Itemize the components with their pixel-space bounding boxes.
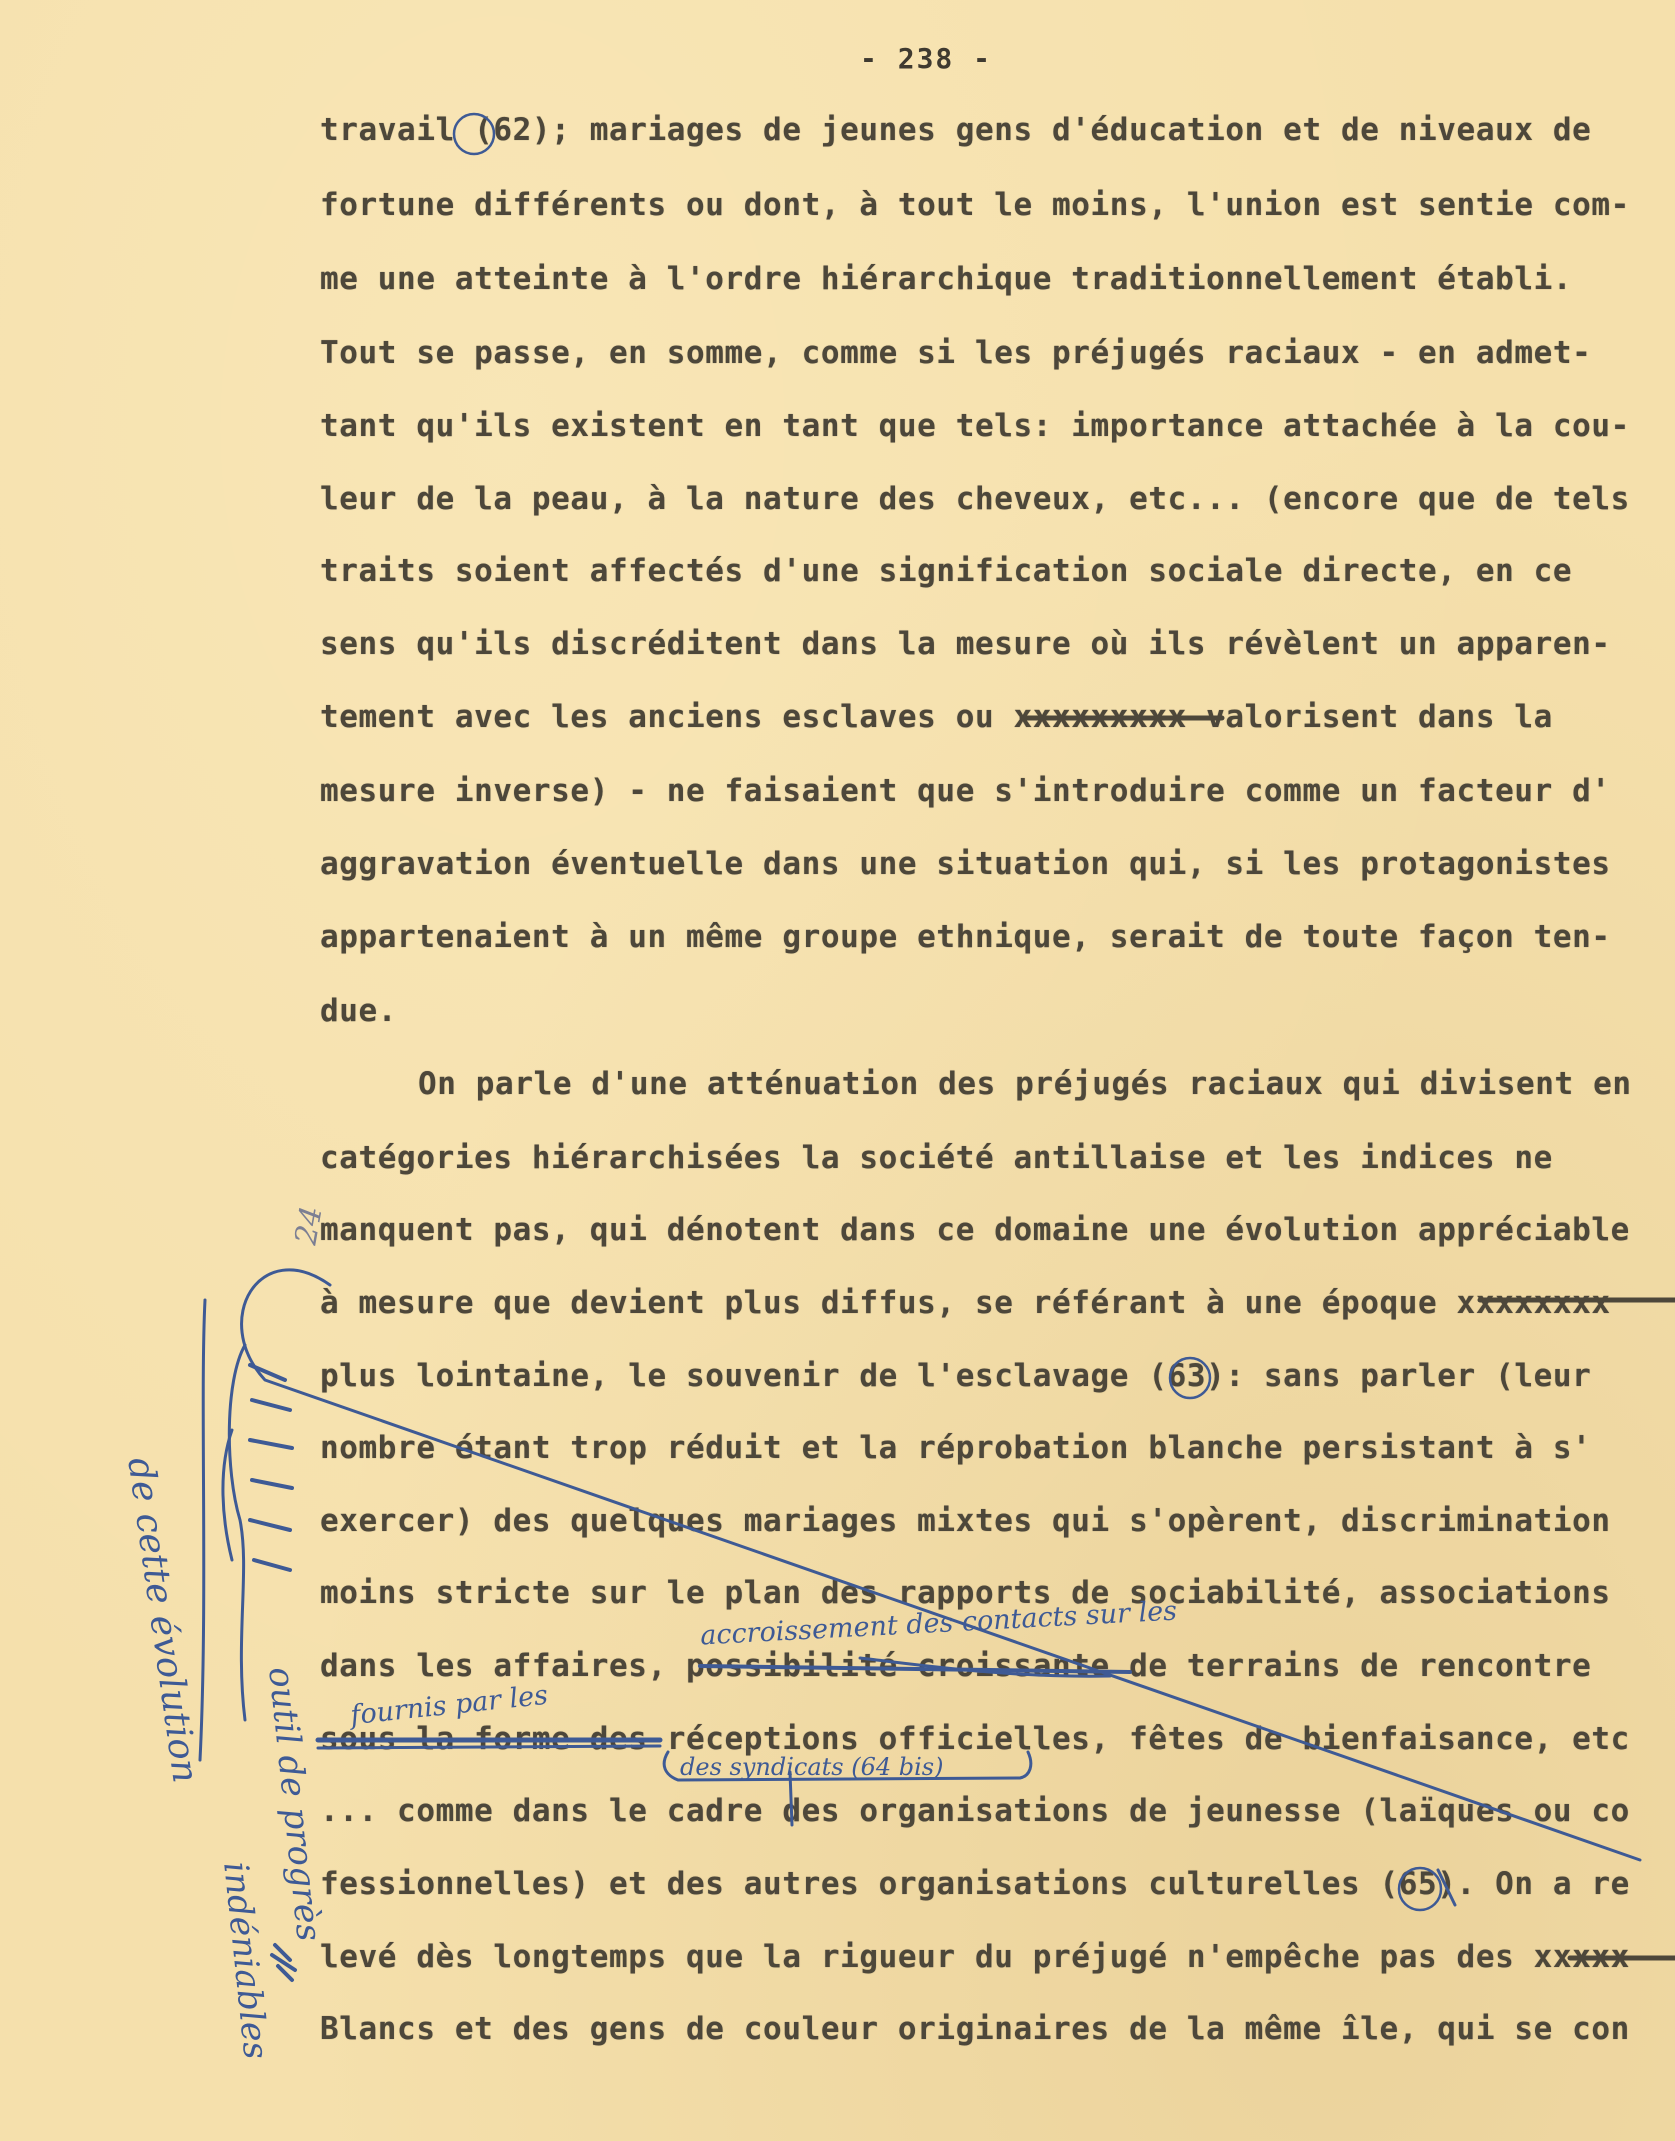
text-line: aggravation éventuelle dans une situation qui, si les protagonistes bbox=[320, 846, 1611, 882]
text-line: traits soient affectés d'une signification sociale directe, en ce bbox=[320, 553, 1573, 589]
text-line: me une atteinte à l'ordre hiérarchique traditionnellement établi. bbox=[320, 261, 1573, 297]
paragraph-start-line: On parle d'une atténuation des préjugés raciaux qui divisent en bbox=[418, 1066, 1632, 1102]
text-line: à mesure que devient plus diffus, se référant à une époque xxxxxxxx bbox=[320, 1285, 1611, 1321]
text-line: dans les affaires, possibilité croissante de terrains de rencontre bbox=[320, 1648, 1592, 1684]
text-line: sous la forme des réceptions officielles, fêtes de bienfaisance, etc bbox=[320, 1721, 1630, 1757]
text-line: leur de la peau, à la nature des cheveux, etc... (encore que de tels bbox=[320, 481, 1630, 517]
note-circle-65 bbox=[1399, 1868, 1441, 1910]
margin-number: 24 bbox=[288, 1203, 330, 1248]
strike-sous-la-forme-2 bbox=[318, 1746, 660, 1748]
page-number: - 238 - bbox=[860, 42, 993, 75]
text-line: tement avec les anciens esclaves ou xxxxxxxxx valorisent dans la bbox=[320, 699, 1553, 735]
text-line: mesure inverse) - ne faisaient que s'introduire comme un facteur d' bbox=[320, 773, 1611, 809]
note-circle-63 bbox=[1170, 1358, 1210, 1398]
insertion-loop bbox=[242, 1270, 1640, 1860]
handwritten-insert-contacts: accroissement des contacts sur les bbox=[699, 1595, 1178, 1652]
margin-note-evolution: de cette évolution bbox=[119, 1455, 206, 1786]
handwritten-insert-syndicats: des syndicats (64 bis) bbox=[680, 1753, 944, 1781]
margin-bracket-left bbox=[229, 1345, 245, 1720]
margin-note-indeniables: indéniables bbox=[215, 1860, 276, 2062]
text-line: Tout se passe, en somme, comme si les préjugés raciaux - en admet- bbox=[320, 335, 1592, 371]
text-line: appartenaient à un même groupe ethnique, serait de toute façon ten- bbox=[320, 919, 1611, 955]
left-margin-rule bbox=[200, 1300, 205, 1760]
text-line: moins stricte sur le plan des rapports de sociabilité, associations bbox=[320, 1575, 1611, 1611]
text-line: manquent pas, qui dénotent dans ce domaine une évolution appréciable bbox=[320, 1212, 1630, 1248]
margin-pen-scribble bbox=[272, 1945, 295, 1980]
caret-insertion bbox=[790, 1772, 792, 1825]
text-line: due. bbox=[320, 993, 398, 1029]
text-line: levé dès longtemps que la rigueur du préjugé n'empêche pas des xxxxx bbox=[320, 1939, 1630, 1975]
text-line: catégories hiérarchisées la société antillaise et les indices ne bbox=[320, 1140, 1553, 1176]
handwritten-insert-fournis: fournis par les bbox=[348, 1679, 550, 1732]
strike-possibilite bbox=[700, 1666, 1130, 1672]
text-line: sens qu'ils discréditent dans la mesure où ils révèlent un apparen- bbox=[320, 626, 1611, 662]
text-line: ... comme dans le cadre des organisations de jeunesse (laïques ou co bbox=[320, 1793, 1630, 1829]
note-circle-62 bbox=[454, 114, 494, 154]
text-line: fortune différents ou dont, à tout le moins, l'union est sentie com- bbox=[320, 187, 1630, 223]
text-line: tant qu'ils existent en tant que tels: importance attachée à la cou- bbox=[320, 408, 1630, 444]
text-line: exercer) des quelques mariages mixtes qui s'opèrent, discrimination bbox=[320, 1503, 1611, 1539]
text-line: Blancs et des gens de couleur originaires de la même île, qui se con bbox=[320, 2011, 1630, 2047]
syndicats-brace bbox=[664, 1752, 1031, 1780]
text-line: nombre étant trop réduit et la réprobation blanche persistant à s' bbox=[320, 1430, 1592, 1466]
margin-note-progres: outil de progrès bbox=[260, 1665, 329, 1944]
crossed-block bbox=[250, 1365, 292, 1570]
text-line: fessionnelles) et des autres organisations culturelles (65). On a re bbox=[320, 1866, 1630, 1902]
text-line: plus lointaine, le souvenir de l'esclavage (63): sans parler (leur bbox=[320, 1358, 1592, 1394]
text-line: travail (62); mariages de jeunes gens d'éducation et de niveaux de bbox=[320, 112, 1592, 148]
